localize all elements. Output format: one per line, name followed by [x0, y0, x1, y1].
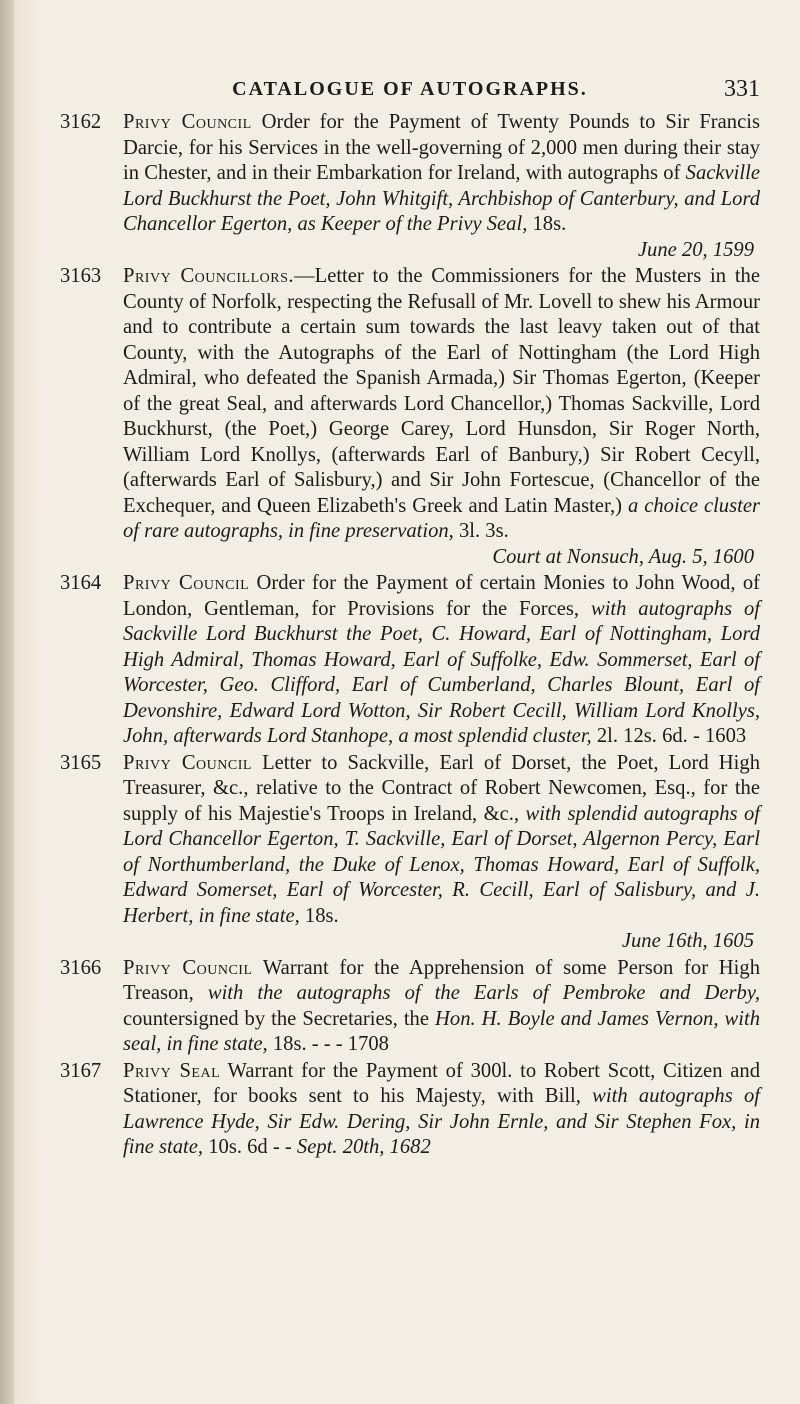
entry-italic: with the autographs of the Earls of Pembroke and Derby,: [207, 982, 760, 1004]
entry-price: 18s. - - - 1708: [267, 1033, 389, 1055]
entry-italic: Sackville Lord Buckhurst the Poet, John Whitgift, Archbishop of Canterbury, and Lord Chancellor Egerton, as Keeper of the Privy Seal,: [123, 162, 760, 235]
lot-number: 3167: [60, 1059, 102, 1082]
entry-date: Court at Nonsuch, Aug. 5, 1600: [492, 545, 754, 568]
page-header: [60, 0, 760, 110]
catalogue-entry: [60, 751, 760, 955]
entry-price: 18s.: [527, 213, 567, 235]
entry-text: Letter to Sackville, Earl of Dorset, the Poet, Lord High Treasurer, &c., relative to the Contract of Robert Newcomen, Esq., for the supply of his Majestie's Troops in Ireland, &c.,: [123, 751, 760, 825]
entry-subject: Privy Seal: [123, 1059, 221, 1082]
catalogue-entry: [60, 110, 760, 263]
entry-price: 10s. 6d - -: [203, 1136, 297, 1158]
catalogue-entry: [60, 571, 760, 750]
entry-date: Sept. 20th, 1682: [296, 1136, 431, 1158]
entry-italic: with autographs of Lawrence Hyde, Sir Edw. Dering, Sir John Ernle, and Sir Stephen Fox, in fine state,: [123, 1085, 760, 1158]
entry-date: June 16th, 1605: [621, 930, 754, 952]
entry-price: 18s.: [299, 904, 339, 927]
catalogue-entry: [60, 956, 760, 1058]
entry-subject: Privy Councillors.: [123, 265, 295, 287]
lot-number: 3162: [60, 111, 102, 133]
lot-number: 3165: [60, 751, 102, 774]
entry-price: 3l. 3s.: [453, 520, 509, 542]
entry-date: June 20, 1599: [637, 238, 754, 261]
catalogue-entry: [60, 264, 760, 570]
binding-gutter: [0, 0, 14, 1404]
entry-price: 2l. 12s. 6d. - 1603: [591, 725, 747, 747]
running-head: CATALOGUE OF AUTOGRAPHS.: [232, 78, 588, 100]
lot-number: 3163: [60, 265, 102, 287]
entry-italic: with splendid autographs of Lord Chancellor Egerton, T. Sackville, Earl of Dorset, Algernon Percy, Earl of Northumberland, the Duke of Lenox, Thomas Howard, Earl of Suffolk, Edward Somerset, Earl of Worcester, R. Cecill, Earl of Salisbury, and J. Herbert, in fine state,: [123, 802, 760, 927]
entry-text: Warrant for the Apprehension of some Person for High Treason,: [123, 956, 760, 1004]
entry-text: countersigned by the Secretaries, the: [123, 1007, 436, 1030]
entry-italic: with autographs of Sackville Lord Buckhurst the Poet, C. Howard, Earl of Nottingham, Lord High Admiral, Thomas Howard, Earl of Suffolke, Edw. Sommerset, Earl of Worcester, Geo. Clifford, Earl of Cumberland, Charles Blount, Earl of Devonshire, Edward Lord Wotton, Sir Robert Cecill, William Lord Knollys, John, afterwards Lord Stanhope, a most splendid cluster,: [123, 597, 760, 747]
lot-number: 3164: [60, 572, 102, 594]
entry-italic: a choice cluster of rare autographs, in fine preservation,: [123, 494, 760, 542]
entry-text: Warrant for the Payment of 300l. to Robert Scott, Citizen and Stationer, for books sent to his Majesty, with Bill,: [123, 1059, 760, 1107]
entry-subject: Privy Council: [123, 751, 252, 774]
entry-subject: Privy Council: [123, 572, 250, 594]
entry-text: —Letter to the Commissioners for the Musters in the County of Norfolk, respecting the Refusall of Mr. Lovell to shew his Armour and to contribute a certain sum towards the last leavy taken out of that County, with the Autographs of the Earl of Nottingham (the Lord High Admiral, who defeated the Spanish Armada,) Sir Thomas Egerton, (Keeper of the great Seal, and afterwards Lord Chancellor,) Thomas Sackville, Lord Buckhurst, (the Poet,) George Carey, Lord Hunsdon, Sir Roger North, William Lord Knollys, (afterwards Earl of Banbury,) Sir Robert Cecyll, (afterwards Earl of Salisbury,) and Sir John Fortescue, (Chancellor of the Exchequer, and Queen Elizabeth's Greek and Latin Master,): [123, 265, 760, 517]
catalogue-entry: [60, 1059, 760, 1161]
page-number: 331: [724, 76, 760, 102]
catalogue-entries: [60, 110, 760, 1161]
lot-number: 3166: [60, 956, 102, 979]
entry-text: Order for the Payment of certain Monies to John Wood, of London, Gentleman, for Provisions for the Forces,: [123, 572, 760, 620]
entry-italic: Hon. H. Boyle and James Vernon, with seal, in fine state,: [123, 1007, 760, 1055]
entry-subject: Privy Council: [123, 956, 253, 979]
entry-subject: Privy Council: [123, 111, 252, 133]
entry-text: Order for the Payment of Twenty Pounds to Sir Francis Darcie, for his Services in the well-governing of 2,000 men during their stay in Chester, and in their Embarkation for Ireland, with autographs of: [123, 111, 760, 184]
